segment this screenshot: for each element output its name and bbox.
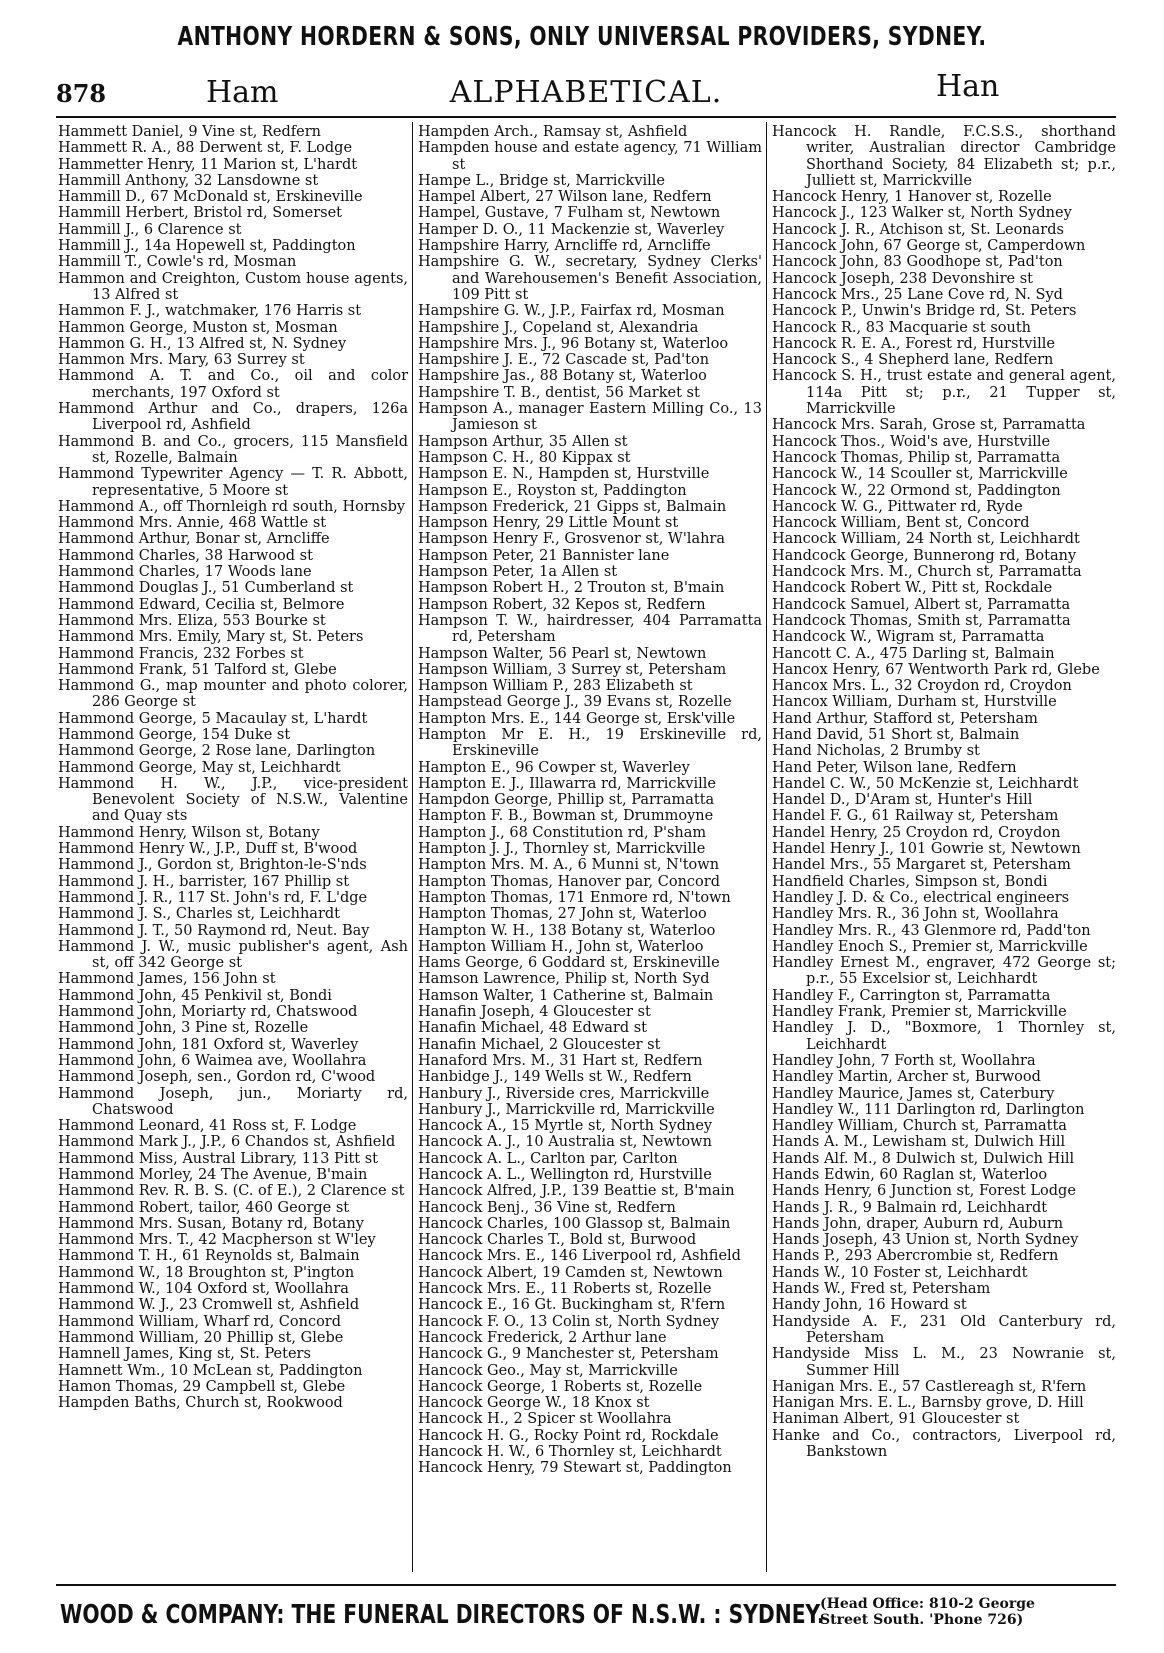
directory-entry: Handley Frank, Premier st, Marrickville — [772, 1004, 1067, 1021]
directory-entry: Hands W., 10 Foster st, Leichhardt — [772, 1264, 1028, 1281]
directory-entry: Hampshire J., Copeland st, Alexandria — [418, 319, 699, 336]
directory-entry: Hammond Arthur, Bonar st, Arncliffe — [58, 531, 330, 548]
directory-entry: Hanafin Michael, 48 Edward st — [418, 1020, 647, 1037]
directory-entry: Handley J. D. & Co., electrical engineers — [772, 889, 1070, 906]
directory-entry: Hammill Anthony, 32 Lansdowne st — [58, 172, 319, 189]
directory-entry: Hammond J. R., 117 St. John's rd, F. L'dge — [58, 889, 368, 906]
directory-entry: Hampton Thomas, 171 Enmore rd, N'town — [418, 889, 731, 906]
directory-entry: Hammond Mrs. Emily, Mary st, St. Peters — [58, 629, 364, 646]
directory-entry: Handcock Robert W., Pitt st, Rockdale — [772, 580, 1053, 597]
directory-entry: Hampton Mrs. E., 144 George st, Ersk'ville — [418, 710, 736, 727]
directory-entry: Handley Ernest M., engraver, 472 George st; p.r., 55 Excelsior st, Leichhardt — [772, 955, 1116, 988]
directory-entry: Hancock Benj., 36 Vine st, Redfern — [418, 1199, 676, 1216]
directory-entry: Hammill J., 14a Hopewell st, Paddington — [58, 238, 356, 255]
directory-entry: Handley Mrs. R., 43 Glenmore rd, Padd'ton — [772, 922, 1091, 939]
directory-entry: Handfield Charles, Simpson st, Bondi — [772, 873, 1048, 890]
directory-entry: Hampden house and estate agency, 71 William st — [418, 140, 762, 173]
directory-entry: Hancock H. G., Rocky Point rd, Rockdale — [418, 1427, 719, 1444]
directory-entry: Hampton E., 96 Cowper st, Waverley — [418, 759, 690, 776]
directory-entry: Hancock R. E. A., Forest rd, Hurstville — [772, 335, 1055, 352]
directory-entry: Hampel, Gustave, 7 Fulham st, Newtown — [418, 205, 721, 222]
directory-entry: Hammond George, 154 Duke st — [58, 726, 291, 743]
directory-entry: Hammond J. T., 50 Raymond rd, Neut. Bay — [58, 922, 370, 939]
office-line-1: (Head Office: 810-2 George — [820, 1596, 1035, 1612]
directory-entry: Hancock Mrs., 25 Lane Cove rd, N. Syd — [772, 286, 1063, 303]
directory-entry: Hams George, 6 Goddard st, Erskineville — [418, 955, 720, 972]
directory-entry: Hanbury J., Riverside cres, Marrickville — [418, 1085, 710, 1102]
directory-entry: Hanigan Mrs. E. L., Barnsby grove, D. Hill — [772, 1395, 1084, 1412]
directory-entry: Hammond Mrs. Eliza, 553 Bourke st — [58, 612, 326, 629]
footer-office-address — [820, 1596, 1035, 1628]
directory-entry: Handcock Mrs. M., Church st, Parramatta — [772, 564, 1082, 581]
directory-entry: Hammond W., 18 Broughton st, P'ington — [58, 1264, 355, 1281]
directory-entry: Hancox Henry, 67 Wentworth Park rd, Glebe — [772, 661, 1100, 678]
directory-entry: Hampshire G. W., J.P., Fairfax rd, Mosman — [418, 303, 725, 320]
directory-entry: Handley William, Church st, Parramatta — [772, 1118, 1067, 1135]
directory-entry: Hampton Mr E. H., 19 Erskineville rd, Erskineville — [418, 726, 762, 760]
directory-entry: Hampdon George, Phillip st, Parramatta — [418, 792, 715, 809]
directory-entry: Hammond John, Moriarty rd, Chatswood — [58, 1004, 358, 1021]
directory-entry: Handley W., 111 Darlington rd, Darlington — [772, 1101, 1085, 1118]
directory-entry: Handel Henry, 25 Croydon rd, Croydon — [772, 824, 1061, 841]
directory-entry: Handcock Samuel, Albert st, Parramatta — [772, 596, 1071, 613]
directory-entry: Hamnell James, King st, St. Peters — [58, 1346, 311, 1363]
directory-entry: Hammond Charles, 17 Woods lane — [58, 564, 312, 581]
directory-entry: Handley Mrs. R., 36 John st, Woollahra — [772, 906, 1059, 923]
directory-entry: Handel Mrs., 55 Margaret st, Petersham — [772, 857, 1071, 874]
directory-entry: Hanbidge J., 149 Wells st W., Redfern — [418, 1069, 692, 1086]
directory-entry: Hand Nicholas, 2 Brumby st — [772, 743, 980, 760]
directory-entry: Hammett R. A., 88 Derwent st, F. Lodge — [58, 140, 353, 157]
directory-entry: Hampton W. H., 138 Botany st, Waterloo — [418, 922, 716, 939]
directory-entry: Hammett Daniel, 9 Vine st, Redfern — [58, 124, 322, 140]
directory-entry: Hampton Thomas, 27 John st, Waterloo — [418, 906, 707, 923]
directory-entry: Hampton J. J., Thornley st, Marrickville — [418, 841, 706, 858]
directory-entry: Hammond John, 45 Penkivil st, Bondi — [58, 987, 332, 1004]
directory-entry: Hancock George W., 18 Knox st — [418, 1395, 650, 1412]
directory-entry: Hammetter Henry, 11 Marion st, L'hardt — [58, 156, 358, 173]
directory-entry: Hampson A., manager Eastern Milling Co., 13 Jamieson st — [418, 401, 762, 434]
directory-entry: Hand David, 51 Short st, Balmain — [772, 726, 1020, 743]
directory-entry: Hammon George, Muston st, Mosman — [58, 319, 338, 336]
directory-entry: Hammond Typewriter Agency — T. R. Abbott, representative, 5 Moore st — [58, 466, 408, 499]
directory-entry: Hampshire Jas., 88 Botany st, Waterloo — [418, 368, 707, 385]
directory-entry: Hamper D. O., 11 Mackenzie st, Waverley — [418, 221, 725, 238]
directory-entry: Hammond John, 6 Waimea ave, Woollahra — [58, 1052, 367, 1069]
directory-entry: Hancock H. W., 6 Thornley st, Leichhardt — [418, 1444, 722, 1461]
column-divider — [412, 122, 413, 1572]
directory-entry: Hancock A. L., Wellington rd, Hurstville — [418, 1167, 712, 1183]
directory-entry: Hammond W., 104 Oxford st, Woollahra — [58, 1281, 349, 1298]
directory-entry: Hancock Charles T., Bold st, Burwood — [418, 1232, 697, 1249]
directory-entry: Hampson Walter, 56 Pearl st, Newtown — [418, 645, 707, 662]
guide-word-right: Han — [936, 69, 1000, 104]
directory-entry: Hancock J., 123 Walker st, North Sydney — [772, 205, 1072, 222]
directory-entry: Handel Henry J., 101 Gowrie st, Newtown — [772, 841, 1081, 858]
advertisement-footer — [60, 1596, 1120, 1646]
directory-entry: Hancock William, 24 North st, Leichhardt — [772, 531, 1080, 548]
directory-entry: Hancock Frederick, 2 Arthur lane — [418, 1329, 667, 1346]
directory-entry: Hands A. M., Lewisham st, Dulwich Hill — [772, 1134, 1066, 1151]
directory-entry: Hammon Mrs. Mary, 63 Surrey st — [58, 352, 305, 369]
directory-entry: Hammill Herbert, Bristol rd, Somerset — [58, 205, 342, 222]
directory-entry: Hammond John, 181 Oxford st, Waverley — [58, 1036, 359, 1053]
directory-entry: Hampson Peter, 21 Bannister lane — [418, 547, 670, 564]
directory-entry: Hampton William H., John st, Waterloo — [418, 938, 704, 955]
directory-column-3 — [772, 124, 1116, 1460]
directory-entry: Hammond Mark J., J.P., 6 Chandos st, Ashfield — [58, 1134, 396, 1151]
directory-entry: Hammond George, 5 Macaulay st, L'hardt — [58, 710, 368, 727]
directory-entry: Hammill J., 6 Clarence st — [58, 221, 242, 238]
office-line-2: Street South. 'Phone 726) — [820, 1612, 1024, 1628]
directory-entry: Hammond J. W., music publisher's agent, Ash st, off 342 George st — [58, 938, 408, 972]
directory-entry: Hammond G., map mounter and photo colorer, 286 George st — [58, 678, 408, 711]
directory-entry: Hammill D., 67 McDonald st, Erskineville — [58, 189, 363, 206]
directory-entry: Hampson E. N., Hampden st, Hurstville — [418, 466, 710, 483]
directory-entry: Hancock G., 9 Manchester st, Petersham — [418, 1346, 719, 1363]
directory-entry: Handley Martin, Archer st, Burwood — [772, 1069, 1041, 1086]
directory-entry: Hampson Peter, 1a Allen st — [418, 564, 618, 581]
page-number: 878 — [56, 79, 107, 108]
directory-entry: Hancock A., 15 Myrtle st, North Sydney — [418, 1118, 713, 1135]
directory-entry: Hands W., Fred st, Petersham — [772, 1281, 991, 1298]
directory-entry: Hancock Geo., May st, Marrickville — [418, 1362, 678, 1379]
directory-entry: Hammond Frank, 51 Talford st, Glebe — [58, 661, 337, 678]
directory-entry: Hampe L., Bridge st, Marrickville — [418, 172, 666, 189]
directory-entry: Hampshire J. E., 72 Cascade st, Pad'ton — [418, 352, 710, 369]
directory-entry: Handley F., Carrington st, Parramatta — [772, 987, 1051, 1004]
directory-entry: Hanaford Mrs. M., 31 Hart st, Redfern — [418, 1052, 703, 1069]
directory-entry: Hancock Thos., Woid's ave, Hurstville — [772, 433, 1051, 450]
directory-entry: Hamson Lawrence, Philip st, North Syd — [418, 971, 710, 988]
directory-entry: Hamnett Wm., 10 McLean st, Paddington — [58, 1362, 363, 1379]
directory-entry: Hammond George, May st, Leichhardt — [58, 759, 341, 776]
directory-entry: Hammond Joseph, sen., Gordon rd, C'wood — [58, 1069, 376, 1086]
directory-entry: Hammond J. H., barrister, 167 Phillip st — [58, 873, 350, 890]
directory-entry: Hampson Henry, 29 Little Mount st — [418, 515, 679, 532]
directory-entry: Hammond Henry, Wilson st, Botany — [58, 824, 320, 841]
directory-entry: Hancock H., 2 Spicer st Woollahra — [418, 1411, 672, 1428]
directory-entry: Hampshire G. W., secretary, Sydney Clerks' and Warehousemen's Benefit Association, 109 Pitt st — [418, 254, 762, 303]
directory-entry: Hands P., 293 Abercrombie st, Redfern — [772, 1248, 1059, 1265]
directory-entry: Hammond A., off Thornleigh rd south, Hornsby — [58, 498, 406, 515]
directory-entry: Hancock J. R., Atchison st, St. Leonards — [772, 221, 1064, 238]
directory-entry: Hampshire Mrs. J., 96 Botany st, Waterloo — [418, 335, 729, 352]
directory-entry: Hammond William, Wharf rd, Concord — [58, 1313, 342, 1330]
directory-entry: Hampson William, 3 Surrey st, Petersham — [418, 661, 727, 678]
directory-entry: Hammond Robert, tailor, 460 George st — [58, 1199, 350, 1216]
directory-entry: Hancock Mrs. E., 146 Liverpool rd, Ashfield — [418, 1248, 741, 1265]
directory-entry: Hancock Albert, 19 Camden st, Newtown — [418, 1264, 723, 1281]
directory-entry: Handley J. D., "Boxmore, 1 Thornley st, Leichhardt — [772, 1020, 1116, 1053]
directory-entry: Hancock W., 14 Scouller st, Marrickville — [772, 466, 1068, 483]
directory-entry: Hancock William, Bent st, Concord — [772, 515, 1030, 532]
directory-entry: Hammond B. and Co., grocers, 115 Mansfield st, Rozelle, Balmain — [58, 433, 408, 466]
directory-entry: Hammond George, 2 Rose lane, Darlington — [58, 743, 376, 760]
directory-entry: Hammond Arthur and Co., drapers, 126a Liverpool rd, Ashfield — [58, 401, 408, 434]
directory-entry: Hancock W. G., Pittwater rd, Ryde — [772, 498, 1023, 515]
directory-entry: Hampel Albert, 27 Wilson lane, Redfern — [418, 189, 712, 206]
directory-entry: Hancock R., 83 Macquarie st south — [772, 319, 1031, 336]
directory-entry: Hands Joseph, 43 Union st, North Sydney — [772, 1232, 1079, 1249]
directory-column-2 — [418, 124, 762, 1477]
directory-entry: Hanbury J., Marrickville rd, Marrickville — [418, 1101, 715, 1118]
directory-column-1 — [58, 124, 408, 1411]
directory-entry: Hammond Henry W., J.P., Duff st, B'wood — [58, 841, 358, 858]
directory-entry: Hammond Leonard, 41 Ross st, F. Lodge — [58, 1118, 357, 1135]
directory-entry: Hancock Henry, 79 Stewart st, Paddington — [418, 1460, 732, 1477]
directory-entry: Hancock P., Unwin's Bridge rd, St. Peters — [772, 303, 1077, 320]
publisher-banner: ANTHONY HORDERN & SONS, ONLY UNIVERSAL PROVIDERS, SYDNEY. — [177, 22, 987, 52]
directory-entry: Hands Alf. M., 8 Dulwich st, Dulwich Hill — [772, 1150, 1075, 1167]
directory-entry: Hancock Mrs. E., 11 Roberts st, Rozelle — [418, 1281, 712, 1298]
directory-entry: Hancock E., 16 Gt. Buckingham st, R'fern — [418, 1297, 726, 1314]
directory-entry: Hampson Henry F., Grosvenor st, W'lahra — [418, 531, 726, 548]
directory-entry: Hampson William P., 283 Elizabeth st — [418, 678, 693, 695]
directory-entry: Hanafin Joseph, 4 Gloucester st — [418, 1004, 651, 1021]
directory-entry: Hancock John, 83 Goodhope st, Pad'ton — [772, 254, 1063, 271]
directory-entry: Handyside A. F., 231 Old Canterbury rd, Petersham — [772, 1313, 1116, 1346]
directory-entry: Hand Peter, Wilson lane, Redfern — [772, 759, 1017, 776]
directory-entry: Hampton J., 68 Constitution rd, P'sham — [418, 824, 707, 841]
directory-entry: Hancock Henry, 1 Hanover st, Rozelle — [772, 189, 1052, 206]
directory-entry: Handcock W., Wigram st, Parramatta — [772, 629, 1045, 646]
directory-entry: Hancock S., 4 Shepherd lane, Redfern — [772, 352, 1054, 369]
directory-entry: Hancock A. J., 10 Australia st, Newtown — [418, 1134, 712, 1151]
directory-entry: Handel F. G., 61 Railway st, Petersham — [772, 808, 1059, 825]
directory-entry: Hammond Charles, 38 Harwood st — [58, 547, 313, 564]
directory-entry: Hammond Joseph, jun., Moriarty rd, Chatswood — [58, 1085, 408, 1118]
directory-entry: Hammon G. H., 13 Alfred st, N. Sydney — [58, 335, 347, 352]
directory-entry: Hammond Rev. R. B. S. (C. of E.), 2 Clarence st — [58, 1183, 405, 1200]
directory-entry: Handley Maurice, James st, Caterbury — [772, 1085, 1055, 1102]
footer-advertisement: WOOD & COMPANY: THE FUNERAL DIRECTORS OF N.S.W. : SYDNEY. — [60, 1600, 825, 1630]
directory-entry: Handley Enoch S., Premier st, Marrickville — [772, 938, 1088, 955]
directory-entry: Hammon F. J., watchmaker, 176 Harris st — [58, 303, 362, 320]
directory-entry: Hancock Alfred, J.P., 139 Beattie st, B'main — [418, 1183, 735, 1200]
directory-entry: Hancock Charles, 100 Glassop st, Balmain — [418, 1215, 731, 1232]
directory-entry: Hammill T., Cowle's rd, Mosman — [58, 254, 297, 271]
directory-entry: Hammond J., Gordon st, Brighton-le-S'nds — [58, 857, 367, 874]
directory-entry: Hammond Edward, Cecilia st, Belmore — [58, 596, 345, 613]
directory-entry: Handyside Miss L. M., 23 Nowranie st, Summer Hill — [772, 1346, 1116, 1379]
directory-entry: Hammon and Creighton, Custom house agents, 13 Alfred st — [58, 270, 408, 303]
directory-entry: Hamon Thomas, 29 Campbell st, Glebe — [58, 1378, 346, 1395]
directory-entry: Hand Arthur, Stafford st, Petersham — [772, 710, 1038, 727]
directory-entry: Hampshire T. B., dentist, 56 Market st — [418, 384, 700, 401]
directory-entry: Hancock S. H., trust estate and general agent, 114a Pitt st; p.r., 21 Tupper st, Marrickville — [772, 368, 1116, 418]
section-title: ALPHABETICAL. — [449, 75, 723, 110]
directory-entry: Hammond H. W., J.P., vice-president Benevolent Society of N.S.W., Valentine and Quay sts — [58, 775, 408, 825]
directory-entry: Hampden Baths, Church st, Rookwood — [58, 1395, 343, 1412]
directory-entry: Hands J. R., 9 Balmain rd, Leichhardt — [772, 1199, 1048, 1216]
directory-entry: Hammond James, 156 John st — [58, 971, 276, 988]
directory-entry: Handel C. W., 50 McKenzie st, Leichhardt — [772, 775, 1079, 792]
page-header — [56, 69, 1116, 115]
directory-entry: Haniman Albert, 91 Gloucester st — [772, 1411, 1020, 1428]
directory-entry: Hancox Mrs. L., 32 Croydon rd, Croydon — [772, 678, 1072, 695]
directory-entry: Handy John, 16 Howard st — [772, 1297, 967, 1314]
directory-entry: Hammond Miss, Austral Library, 113 Pitt st — [58, 1150, 378, 1167]
directory-entry: Hancock Joseph, 238 Devonshire st — [772, 270, 1033, 287]
directory-entry: Handley John, 7 Forth st, Woollahra — [772, 1052, 1036, 1069]
directory-entry: Hanke and Co., contractors, Liverpool rd, Bankstown — [772, 1427, 1116, 1461]
directory-entry: Hamson Walter, 1 Catherine st, Balmain — [418, 987, 714, 1004]
directory-entry: Handcock George, Bunnerong rd, Botany — [772, 547, 1077, 564]
directory-entry: Hampson Frederick, 21 Gipps st, Balmain — [418, 498, 727, 515]
directory-entry: Hampson E., Royston st, Paddington — [418, 482, 687, 499]
directory-entry: Hampson Robert H., 2 Trouton st, B'main — [418, 580, 725, 597]
directory-entry: Hancock A. L., Carlton par, Carlton — [418, 1150, 678, 1167]
directory-entry: Hancox William, Durham st, Hurstville — [772, 694, 1057, 711]
directory-entry: Hammond Douglas J., 51 Cumberland st — [58, 580, 354, 597]
directory-entry: Hands Henry, 6 Junction st, Forest Lodge — [772, 1183, 1076, 1200]
directory-entry: Hancock Mrs. Sarah, Grose st, Parramatta — [772, 417, 1086, 434]
directory-entry: Hammond Morley, 24 The Avenue, B'main — [58, 1167, 368, 1183]
directory-entry: Hampton F. B., Bowman st, Drummoyne — [418, 808, 714, 825]
directory-entry: Hands Edwin, 60 Raglan st, Waterloo — [772, 1167, 1048, 1183]
directory-entry: Hancock George, 1 Roberts st, Rozelle — [418, 1378, 703, 1395]
directory-entry: Hampshire Harry, Arncliffe rd, Arncliffe — [418, 238, 711, 255]
directory-entry: Handcock Thomas, Smith st, Parramatta — [772, 612, 1071, 629]
directory-entry: Hammond Francis, 232 Forbes st — [58, 645, 304, 662]
directory-entry: Hancock F. O., 13 Colin st, North Sydney — [418, 1313, 720, 1330]
directory-entry: Hands John, draper, Auburn rd, Auburn — [772, 1215, 1064, 1232]
column-divider — [766, 122, 767, 1572]
directory-entry: Hampton Mrs. M. A., 6 Munni st, N'town — [418, 857, 720, 874]
directory-entry: Hancock W., 22 Ormond st, Paddington — [772, 482, 1061, 499]
directory-entry: Hammond Mrs. Susan, Botany rd, Botany — [58, 1215, 364, 1232]
directory-entry: Hampson T. W., hairdresser, 404 Parramatta rd, Petersham — [418, 612, 762, 646]
directory-entry: Hammond J. S., Charles st, Leichhardt — [58, 906, 340, 923]
directory-entry: Hammond A. T. and Co., oil and color merchants, 197 Oxford st — [58, 368, 408, 401]
directory-entry: Hancock Thomas, Philip st, Parramatta — [772, 449, 1061, 466]
directory-entry: Handel D., D'Aram st, Hunter's Hill — [772, 792, 1033, 809]
directory-entry: Hanigan Mrs. E., 57 Castlereagh st, R'fern — [772, 1378, 1087, 1395]
directory-entry: Hampton Thomas, Hanover par, Concord — [418, 873, 721, 890]
directory-entry: Hampden Arch., Ramsay st, Ashfield — [418, 124, 688, 140]
directory-entry: Hampton E. J., Illawarra rd, Marrickville — [418, 775, 716, 792]
directory-entry: Hancock John, 67 George st, Camperdown — [772, 238, 1086, 255]
directory-entry: Hampstead George J., 39 Evans st, Rozelle — [418, 694, 732, 711]
guide-word-left: Ham — [206, 75, 279, 110]
directory-entry: Hampson C. H., 80 Kippax st — [418, 449, 631, 466]
directory-entry: Hancott C. A., 475 Darling st, Balmain — [772, 645, 1055, 662]
directory-entry: Hampson Robert, 32 Kepos st, Redfern — [418, 596, 706, 613]
directory-entry: Hammond William, 20 Phillip st, Glebe — [58, 1329, 344, 1346]
directory-entry: Hammond John, 3 Pine st, Rozelle — [58, 1020, 309, 1037]
directory-entry: Hammond T. H., 61 Reynolds st, Balmain — [58, 1248, 360, 1265]
directory-entry: Hancock H. Randle, F.C.S.S., shorthand writer, Australian director Cambridge Shorthand Society, 84 Elizabeth st; p.r., Julliett st, Marrickville — [772, 124, 1116, 189]
directory-entry: Hampson Arthur, 35 Allen st — [418, 433, 628, 450]
directory-entry: Hanafin Michael, 2 Gloucester st — [418, 1036, 661, 1053]
directory-entry: Hammond Mrs. Annie, 468 Wattle st — [58, 515, 327, 532]
header-rule — [56, 116, 1116, 118]
footer-rule — [56, 1584, 1116, 1586]
directory-entry: Hammond W. J., 23 Cromwell st, Ashfield — [58, 1297, 360, 1314]
directory-entry: Hammond Mrs. T., 42 Macpherson st W'ley — [58, 1232, 376, 1249]
